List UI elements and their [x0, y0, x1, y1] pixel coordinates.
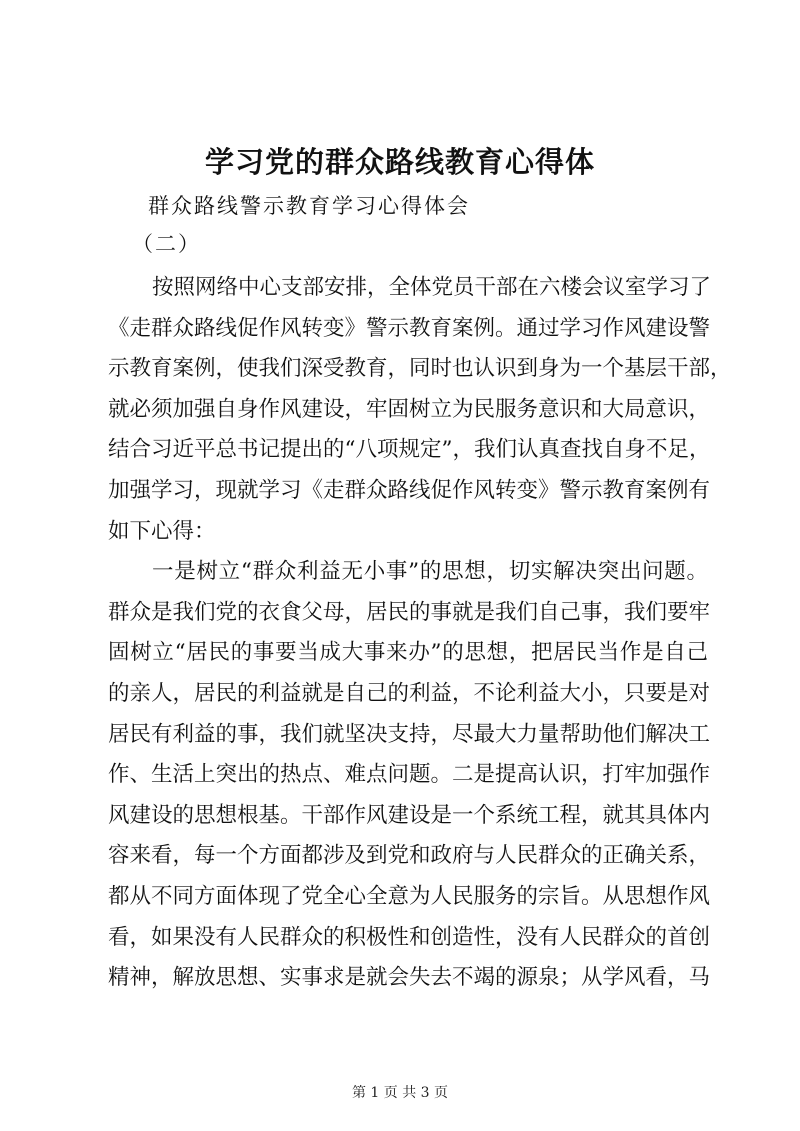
text-line: 《走群众路线促作风转变》警示教育案例。通过学习作风建设警	[108, 315, 711, 341]
document-title: 学习党的群众路线教育心得体	[204, 145, 595, 179]
text-line: 加强学习，现就学习《走群众路线促作风转变》警示教育案例有	[108, 477, 711, 503]
text-line: 按照网络中心支部安排，全体党员干部在六楼会议室学习了	[152, 275, 712, 300]
text-line: 风建设的思想根基。干部作风建设是一个系统工程，就其具体内	[108, 802, 711, 828]
text-line: 看，如果没有人民群众的积极性和创造性，没有人民群众的首创	[108, 924, 711, 950]
body-text	[108, 268, 732, 999]
text-line: 居民有利益的事，我们就坚决支持，尽最大力量帮助他们解决工	[108, 721, 711, 747]
text-line: 作、生活上突出的热点、难点问题。二是提高认识，打牢加强作	[108, 762, 711, 788]
section-number: （二）	[132, 232, 201, 256]
text-line: 精神，解放思想、实事求是就会失去不竭的源泉；从学风看，马	[108, 965, 711, 991]
text-line: 如下心得：	[108, 518, 216, 544]
text-line: 示教育案例，使我们深受教育，同时也认识到身为一个基层干部，	[108, 356, 732, 382]
text-line: 的亲人，居民的利益就是自己的利益，不论利益大小，只要是对	[108, 680, 711, 706]
text-line: 群众是我们党的衣食父母，居民的事就是我们自己事，我们要牢	[108, 599, 711, 625]
text-line: 容来看，每一个方面都涉及到党和政府与人民群众的正确关系，	[108, 843, 711, 869]
document-subtitle: 群众路线警示教育学习心得体会	[148, 194, 470, 218]
text-line: 结合习近平总书记提出的“八项规定”，我们认真查找自身不足，	[108, 437, 711, 463]
text-line: 一是树立“群众利益无小事”的思想，切实解决突出问题。	[152, 559, 708, 585]
text-line: 都从不同方面体现了党全心全意为人民服务的宗旨。从思想作风	[108, 883, 711, 909]
text-line: 固树立“居民的事要当成大事来办”的思想，把居民当作是自己	[108, 640, 708, 666]
page-footer: 第 1 页 共 3 页	[351, 1085, 449, 1101]
text-line: 就必须加强自身作风建设，牢固树立为民服务意识和大局意识，	[108, 396, 711, 422]
